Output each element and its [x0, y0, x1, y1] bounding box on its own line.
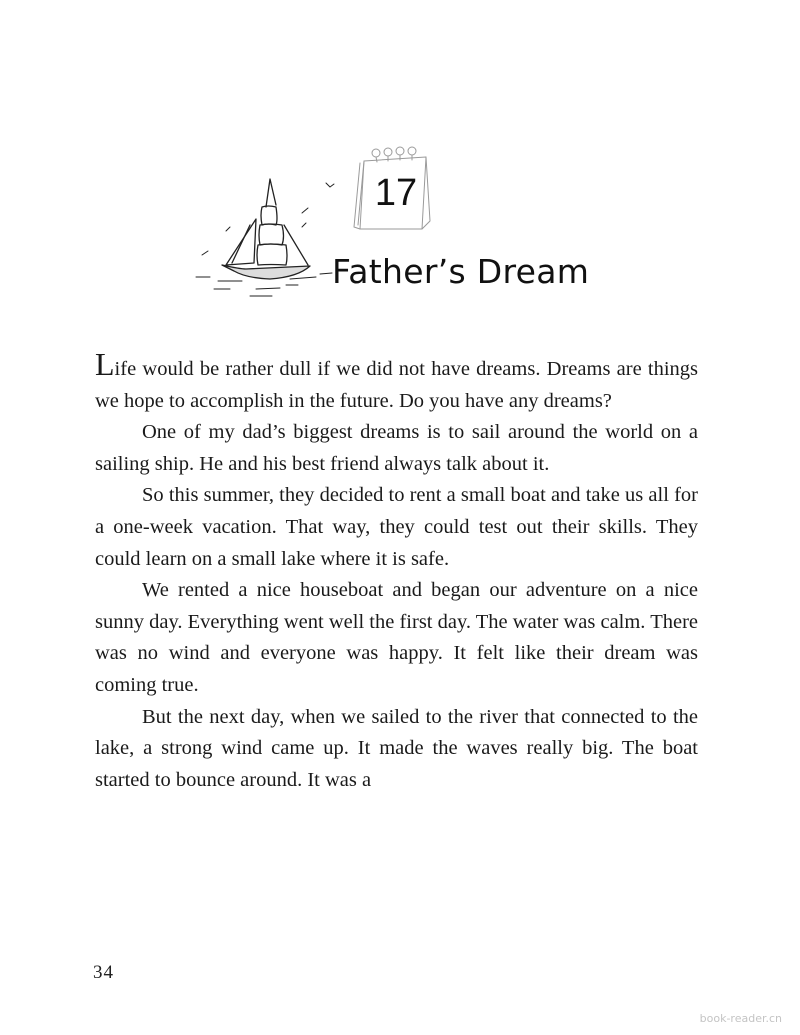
paragraph: But the next day, when we sailed to the river that connected to the lake, a strong wind came up. It made the waves really big. The boat started to bounce around. It was a [95, 705, 698, 791]
drop-cap: L [95, 346, 115, 382]
paragraph [95, 346, 698, 417]
paragraph: So this summer, they decided to rent a small boat and take us all for a one-week vacation. That way, they could test out their skills. They could learn on a small lake where it is safe. [95, 484, 698, 570]
page-number: 34 [93, 962, 114, 983]
paragraph: One of my dad’s biggest dreams is to sail around the world on a sailing ship. He and his best friend always talk about it. [95, 421, 698, 475]
chapter-title: Father’s Dream [332, 252, 590, 291]
paragraph: We rented a nice houseboat and began our adventure on a nice sunny day. Everything went well the first day. The water was calm. There was no wind and everyone was happy. It felt like their dream was coming true. [95, 579, 698, 696]
paragraph-text: ife would be rather dull if we did not have dreams. Dreams are things we hope to accomplish in the future. Do you have any dreams? [95, 358, 698, 412]
chapter-body [95, 346, 698, 796]
chapter-header [190, 135, 610, 305]
sailing-ship-icon [190, 165, 340, 300]
watermark: book-reader.cn [699, 1012, 782, 1025]
chapter-number: 17 [374, 172, 418, 214]
